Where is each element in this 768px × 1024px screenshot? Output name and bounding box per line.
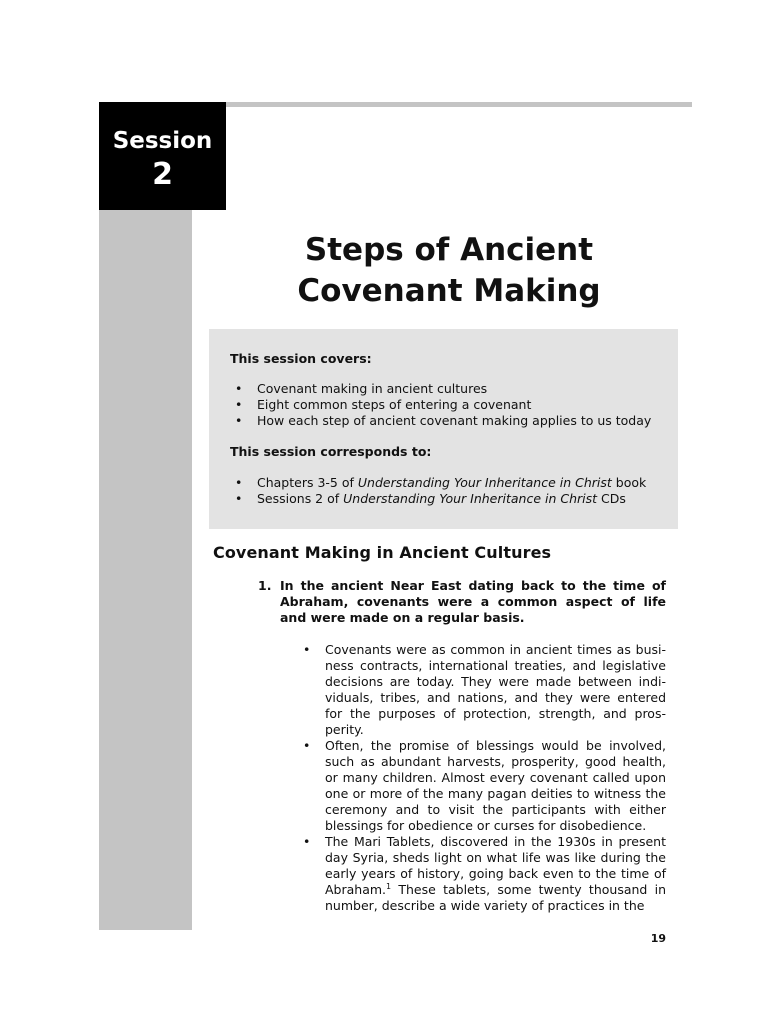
point-number: 1.	[258, 578, 272, 593]
corresponds-heading: This session corresponds to:	[230, 444, 432, 459]
bullet-item: • Often, the promise of blessings would be involved, such as abundant harvests, prosperity, good health, or many children. Almost every covenant called upon one or more of the many pagan deities to witness the ceremony and to visit the participants with either blessings for obedience or curses for disobedience.	[302, 738, 666, 834]
page-title	[226, 230, 672, 312]
corresponds-item	[233, 491, 673, 507]
cd-title: Understanding Your Inheritance in Christ	[343, 491, 598, 506]
session-label-box	[99, 102, 226, 210]
corresponds-item	[233, 475, 673, 491]
numbered-point	[258, 578, 666, 626]
footnote-marker: 1	[386, 881, 392, 891]
bullet-item	[302, 834, 666, 914]
bullet-text: The Mari Tablets, discovered in the 1930s in present day Syria, sheds light on what life was like during the early years of history, going back even to the time of Abraham.	[325, 834, 666, 897]
session-number: 2	[152, 157, 173, 192]
covers-item: • Covenant making in ancient cultures	[233, 381, 673, 397]
covers-heading: This session covers:	[230, 351, 372, 366]
corresponds-text: Sessions 2 of	[257, 491, 344, 506]
point-text: In the ancient Near East dating back to the time of Abraham, covenants were a common aspect of life and were made on a regular basis.	[280, 578, 666, 625]
title-line-2: Covenant Making	[297, 273, 601, 309]
corresponds-text: Chapters 3-5 of	[257, 475, 358, 490]
bullet-list	[302, 642, 666, 914]
book-title: Understanding Your Inheritance in Christ	[357, 475, 612, 490]
session-summary-box	[209, 329, 678, 529]
covers-item: • Eight common steps of entering a covenant	[233, 397, 673, 413]
session-word: Session	[112, 128, 213, 154]
bullet-item: • Covenants were as common in ancient times as business contracts, international treaties, and legislative decisions are today. They were made between individuals, tribes, and nations, and they were entered for the purposes of protection, strength, and prosperity.	[302, 642, 666, 738]
title-line-1: Steps of Ancient	[304, 232, 594, 268]
covers-list	[233, 381, 673, 429]
corresponds-list	[233, 475, 673, 507]
page-number: 19	[650, 932, 666, 945]
gray-sidebar	[99, 102, 192, 930]
covers-item: • How each step of ancient covenant making applies to us today	[233, 413, 673, 429]
top-rule	[226, 102, 692, 107]
corresponds-text: book	[611, 475, 647, 490]
bullet-text: These tablets, some twenty thousand in number, describe a wide variety of practices in the	[325, 882, 666, 913]
section-heading: Covenant Making in Ancient Cultures	[213, 543, 552, 562]
corresponds-text: CDs	[597, 491, 626, 506]
